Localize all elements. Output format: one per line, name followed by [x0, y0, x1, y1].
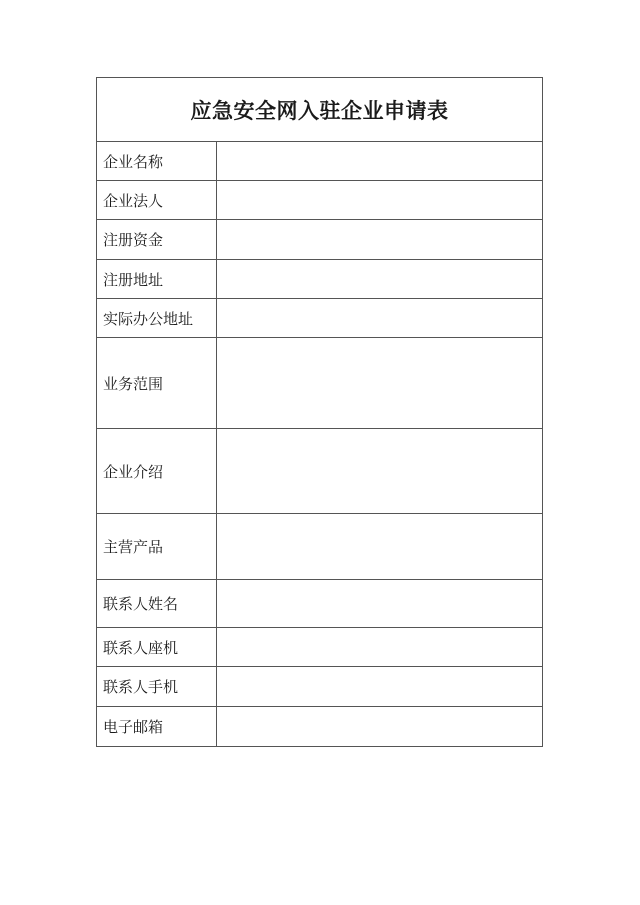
field-label: 电子邮箱 [97, 707, 217, 746]
office-address-field[interactable] [217, 299, 542, 337]
email-field[interactable] [217, 707, 542, 746]
contact-mobile-field[interactable] [217, 667, 542, 706]
field-label: 联系人座机 [97, 628, 217, 666]
company-intro-field[interactable] [217, 429, 542, 513]
field-label: 业务范围 [97, 338, 217, 428]
form-row-company-name [97, 142, 542, 181]
field-label: 注册地址 [97, 260, 217, 298]
registered-capital-field[interactable] [217, 220, 542, 259]
field-label: 企业介绍 [97, 429, 217, 513]
form-row-company-intro [97, 429, 542, 514]
form-row-contact-name [97, 580, 542, 628]
form-row-registered-capital [97, 220, 542, 260]
main-products-field[interactable] [217, 514, 542, 579]
form-row-contact-mobile [97, 667, 542, 707]
registered-address-field[interactable] [217, 260, 542, 298]
legal-person-field[interactable] [217, 181, 542, 219]
field-label: 主营产品 [97, 514, 217, 579]
field-label: 企业名称 [97, 142, 217, 180]
contact-landline-field[interactable] [217, 628, 542, 666]
form-row-registered-address [97, 260, 542, 299]
form-row-office-address [97, 299, 542, 338]
form-row-business-scope [97, 338, 542, 429]
field-label: 联系人姓名 [97, 580, 217, 627]
application-form [96, 77, 543, 747]
form-row-email [97, 707, 542, 746]
form-title: 应急安全网入驻企业申请表 [190, 97, 449, 123]
field-label: 实际办公地址 [97, 299, 217, 337]
form-row-legal-person [97, 181, 542, 220]
business-scope-field[interactable] [217, 338, 542, 428]
contact-name-field[interactable] [217, 580, 542, 627]
field-label: 注册资金 [97, 220, 217, 259]
field-label: 企业法人 [97, 181, 217, 219]
form-title-row [97, 78, 542, 142]
field-label: 联系人手机 [97, 667, 217, 706]
form-row-contact-landline [97, 628, 542, 667]
form-row-main-products [97, 514, 542, 580]
company-name-field[interactable] [217, 142, 542, 180]
